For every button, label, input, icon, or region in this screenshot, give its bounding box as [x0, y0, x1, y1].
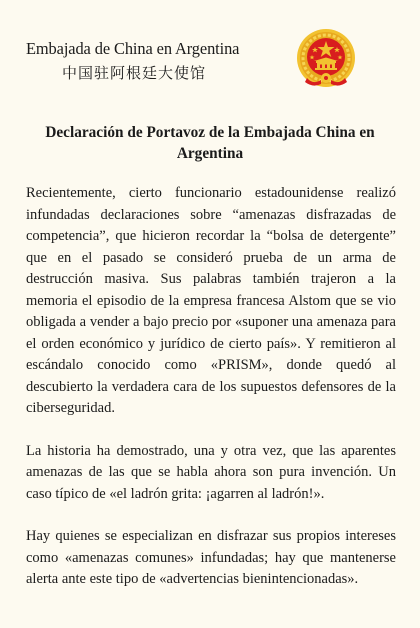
paragraph-1: Recientemente, cierto funcionario estadounidense realizó infundadas declaraciones sobre “amenazas disfrazadas de competencia”, que hicieron recordar la “bolsa de detergente” que en el pasado se consideró prueba de un arma de destrucción masiva. Sus palabras también trajeron a la memoria el episodio de la empresa francesa Alstom que se vio obligada a vender a bajo precio por «suponer una amenaza para el orden económico y jurídico de cierto país». Y remitieron al escándalo conocido como «PRISM», donde quedó al descubierto la verdadera cara de los supuestos defensores de la ciberseguridad.: [26, 185, 396, 416]
statement-title: Declaración de Portavoz de la Embajada China en Argentina: [45, 124, 375, 162]
paragraph-3: Hay quienes se especializan en disfrazar sus propios intereses como «amenazas comunes» infundadas; hay que mantenerse alerta ante este tipo de «advertencias bienintencionadas».: [26, 528, 396, 587]
national-emblem-icon: [295, 28, 357, 90]
statement-body: [26, 183, 396, 612]
embassy-name-chinese: 中国驻阿根廷大使馆: [62, 64, 207, 82]
paragraph-2: La historia ha demostrado, una y otra vez, que las aparentes amenazas de las que se habla ahora son pura invención. Un caso típico de «el ladrón grita: ¡agarren al ladrón!».: [26, 442, 396, 502]
letterhead: [26, 38, 286, 84]
embassy-name-spanish: Embajada de China en Argentina: [26, 39, 240, 58]
